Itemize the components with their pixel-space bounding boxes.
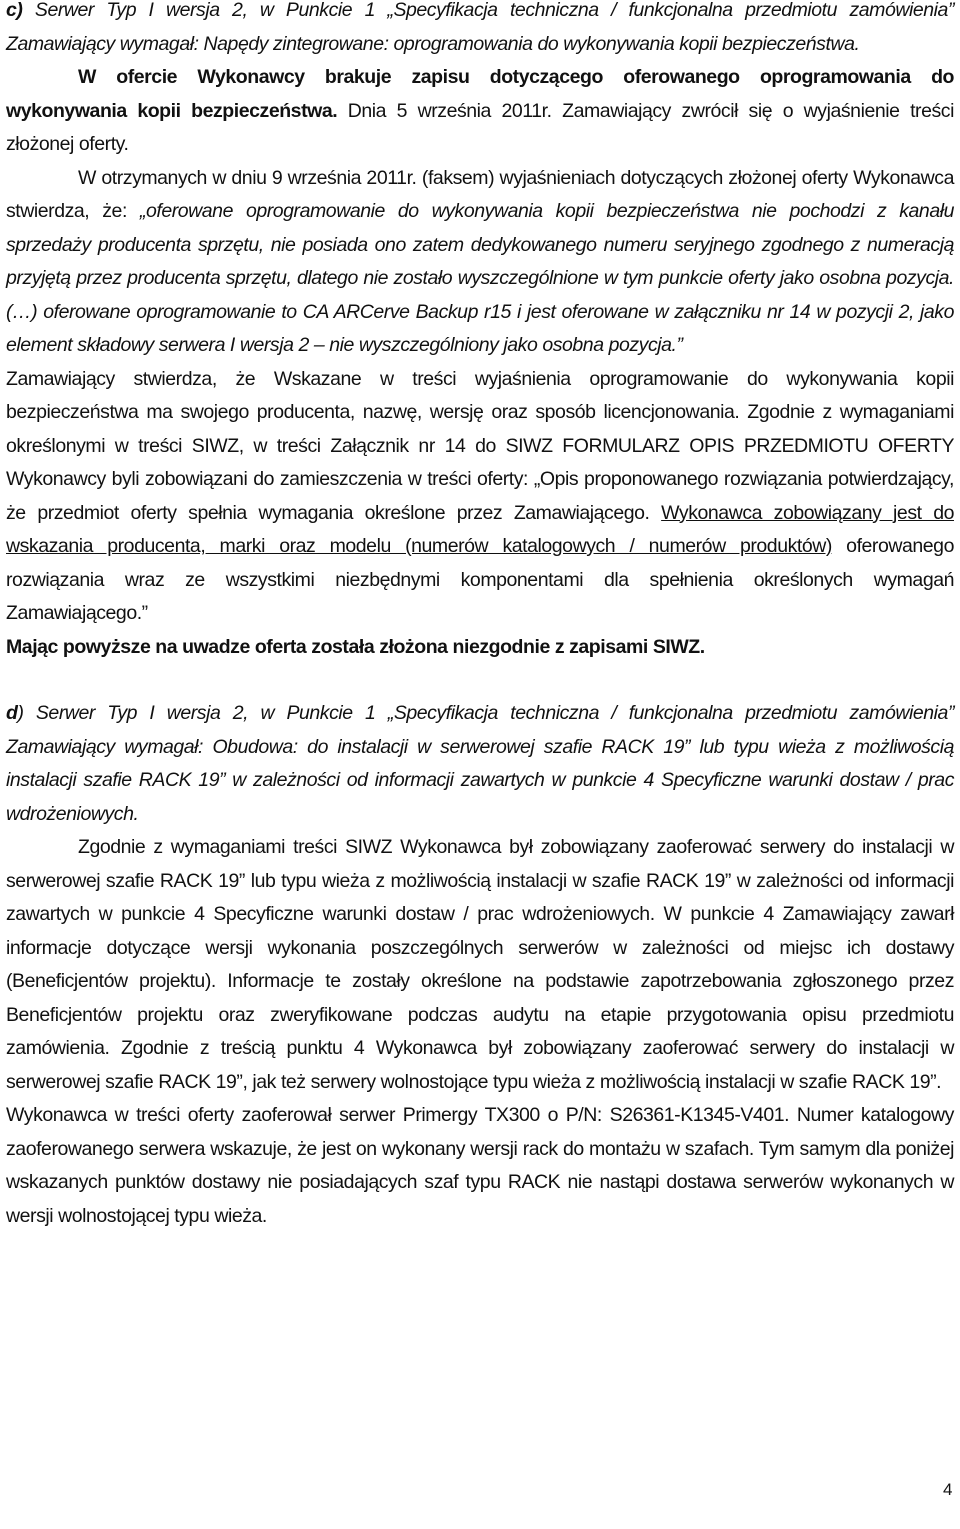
section-d-label: d (6, 702, 18, 724)
section-c-paragraph-1 (6, 61, 954, 162)
section-c-underlined-requirement: Wykonawca zobowiązany jest do wskazania producenta, marki oraz modelu (numerów katalogowych / numerów produktów) (6, 501, 954, 557)
section-c-missing-entry: W ofercie Wykonawcy brakuje zapisu dotyczącego oferowanego oprogramowania do wykonywania kopii bezpieczeństwa. (6, 66, 954, 122)
section-c-contractor-quote: „oferowane oprogramowanie do wykonywania kopii bezpieczeństwa nie pochodzi z kanału sprzedaży producenta sprzętu, nie posiada ono zatem dedykowanego numeru seryjnego zgodnego z numeracją przyjętą przez producenta sprzętu, dlatego nie zostało wyszczególnione w tym punkcie oferty jako osobna pozycja. (…) oferowane oprogramowanie to CA ARCerve Backup r15 i jest oferowane w załączniku nr 14 w pozycji 2, jako element składowy serwera I wersja 2 – nie wyszczególniony jako osobna pozycja.” (6, 200, 954, 356)
section-c-assessment: Zamawiający stwierdza, że Wskazane w treści wyjaśnienia oprogramowanie do wykonywania kopii bezpieczeństwa ma swojego producenta, nazwę, wersję oraz sposób licencjonowania. Zgodnie z wymaganiami określonymi w treści SIWZ, w treści Załącznik nr 14 do SIWZ FORMULARZ OPIS PRZEDMIOTU OFERTY Wykonawcy byli zobowiązani do zamieszczenia w treści oferty: „Opis proponowanego rozwiązania potwierdzający, że przedmiot oferty spełnia wymagania określone przez Zamawiającego. (6, 367, 954, 524)
section-c-clarification-request: Dnia 5 września 2011r. Zamawiający zwrócił się o wyjaśnienie treści złożonej oferty. (6, 99, 954, 155)
section-c-explanation-lead: W otrzymanych w dniu 9 września 2011r. (faksem) wyjaśnieniach dotyczących złożonej oferty Wykonawca stwierdza, że: (6, 166, 954, 222)
section-c-label: c) (6, 0, 23, 21)
section-c-paragraph-2 (6, 162, 954, 363)
section-c-heading-text: Serwer Typ I wersja 2, w Punkcie 1 „Specyfikacja techniczna / funkcjonalna przedmiotu zamówienia” Zamawiający wymagał: Napędy zintegrowane: oprogramowania do wykonywania kopii bezpieczeństwa. (6, 0, 954, 55)
section-d-paragraph-1 (6, 831, 954, 1099)
section-c-conclusion (6, 631, 954, 665)
section-d-heading (6, 697, 954, 831)
section-c-assessment-end: oferowanego rozwiązania wraz ze wszystkimi niezbędnymi komponentami dla spełnienia określonych wymagań Zamawiającego.” (6, 535, 954, 624)
section-c-heading (6, 0, 954, 61)
section-c-conclusion-text: Mając powyższe na uwadze oferta została złożona niezgodnie z zapisami SIWZ. (6, 635, 705, 658)
section-d-heading-text: ) Serwer Typ I wersja 2, w Punkcie 1 „Specyfikacja techniczna / funkcjonalna przedmiotu zamówienia” Zamawiający wymagał: Obudowa: do instalacji w serwerowej szafie RACK 19” lub typu wieża z możliwością instalacji szafie RACK 19” w zależności od informacji zawartych w punkcie 4 Specyficzne warunki dostaw / prac wdrożeniowych. (6, 702, 954, 825)
page-number: 4 (942, 1480, 952, 1499)
section-d-offer-text: Wykonawca w treści oferty zaoferował serwer Primergy TX300 o P/N: S26361-K1345-V401. Numer katalogowy zaoferowanego serwera wskazuje, że jest on wykonany wersji rack do montażu w szafach. Tym samym dla poniżej wskazanych punktów dostawy nie posiadających szaf typu RACK nie nastąpi dostawa serwerów wykonanych w wersji wolnostojącej typu wieża. (6, 1104, 954, 1227)
section-c-paragraph-3 (6, 363, 954, 631)
section-d-paragraph-2 (6, 1099, 954, 1233)
section-d-requirements-text: Zgodnie z wymaganiami treści SIWZ Wykonawca był zobowiązany zaoferować serwery do instalacji w serwerowej szafie RACK 19” lub typu wieża z możliwością instalacji w szafie RACK 19” w zależności od informacji zawartych w punkcie 4 Specyficzne warunki dostaw / prac wdrożeniowych. W punkcie 4 Zamawiający zawarł informacje dotyczące wersji wykonania poszczególnych serwerów w zależności od miejsc ich dostawy (Beneficjentów projektu). Informacje te zostały określone na podstawie zapotrzebowania zgłoszonego przez Beneficjentów projektu oraz zweryfikowane podczas audytu na etapie przygotowania opisu przedmiotu zamówienia. Zgodnie z treścią punktu 4 Wykonawca był zobowiązany zaoferować serwery do instalacji w serwerowej szafie RACK 19”, jak też serwery wolnostojące typu wieża z możliwością instalacji w szafie RACK 19”. (6, 836, 954, 1093)
